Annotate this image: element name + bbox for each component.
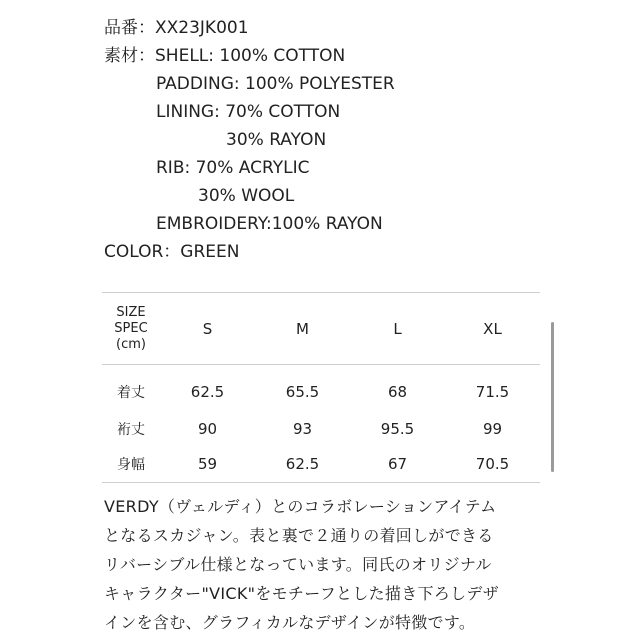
size-header: S [160, 293, 255, 365]
size-header: M [255, 293, 350, 365]
table-header-row [102, 293, 540, 365]
size-spec-table [102, 292, 540, 483]
table-cell: 93 [292, 419, 313, 438]
row-label: 裄丈 [117, 421, 145, 438]
table-cell: 68 [387, 382, 408, 401]
table-cell: 67 [350, 447, 445, 483]
product-description [104, 492, 544, 637]
size-header: L [350, 293, 445, 365]
scrollbar[interactable] [551, 322, 554, 472]
table-row [102, 447, 540, 483]
description-line: キャラクター"VICK"をモチーフとした描き下ろしデザ [104, 584, 500, 603]
material-shell: 素材：SHELL: 100% COTTON [104, 46, 346, 66]
material-embroidery: EMBROIDERY:100% RAYON [156, 214, 383, 234]
description-line: VERDY（ヴェルディ）とのコラボレーションアイテム [104, 497, 497, 516]
description-line: インを含む、グラフィカルなデザインが特徴です。 [104, 613, 476, 632]
table-cell: 99 [482, 419, 503, 438]
table-row [102, 365, 540, 411]
table-cell: 70.5 [445, 447, 540, 483]
table-cell: 90 [197, 419, 218, 438]
description-line: リバーシブル仕様となっています。同氏のオリジナル [104, 555, 492, 574]
material-padding: PADDING: 100% POLYESTER [156, 74, 395, 94]
table-cell: 62.5 [255, 447, 350, 483]
table-cell: 95.5 [380, 419, 415, 438]
material-lining-2: 30% RAYON [226, 130, 327, 150]
color: COLOR：GREEN [104, 242, 240, 262]
material-rib-2: 30% WOOL [198, 186, 295, 206]
table-cell: 59 [160, 447, 255, 483]
table-cell: 71.5 [475, 382, 510, 401]
size-spec-header: SIZE SPEC (cm) [102, 293, 160, 365]
size-header: XL [445, 293, 540, 365]
table-row [102, 411, 540, 447]
material-rib: RIB: 70% ACRYLIC [156, 158, 310, 178]
table-cell: 65.5 [285, 382, 320, 401]
description-line: となるスカジャン。表と裏で２通りの着回しができる [104, 526, 494, 545]
item-number: 品番：XX23JK001 [104, 18, 249, 38]
row-label: 身幅 [102, 447, 160, 483]
material-lining: LINING: 70% COTTON [156, 102, 341, 122]
table-cell: 62.5 [190, 382, 225, 401]
row-label: 着丈 [117, 384, 145, 401]
product-spec [104, 14, 395, 266]
